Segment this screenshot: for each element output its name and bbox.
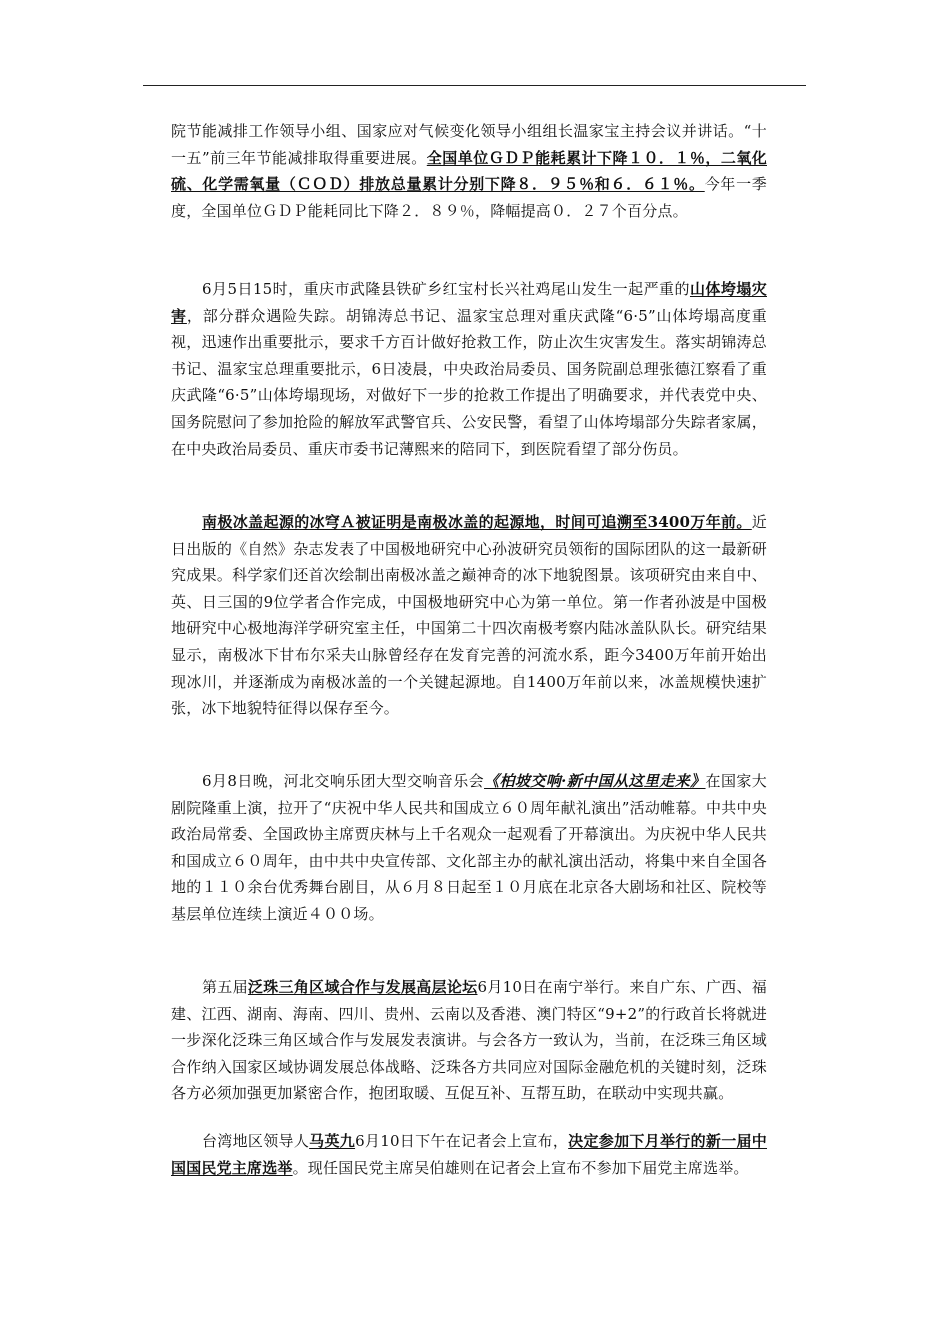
paragraph-text: 6月8日晚，河北交响乐团大型交响音乐会: [202, 772, 485, 790]
paragraph-energy-saving: [171, 118, 767, 224]
highlight-concert-title: 《柏坡交响·新中国从这里走来》: [484, 772, 706, 790]
paragraph-text: 院节能减排工作领导小组、国家应对气候变化领导小组组长温家宝主持会议并讲话。“十一五”前三年节能减排取得重要进展。: [171, 122, 767, 167]
paragraph-taiwan: [171, 1128, 767, 1181]
paragraph-pearl-river: [171, 974, 767, 1107]
paragraph-antarctic: [171, 509, 767, 722]
highlight-gdp-energy: 全国单位ＧＤＰ能耗累计下降１０．１％，二氧化硫、化学需氧量（ＣＯＤ）排放总量累计分别下降８．９５％和６．６１％。: [171, 148, 767, 194]
highlight-name: 马英九: [309, 1132, 356, 1150]
paragraph-text: 6月5日15时，重庆市武隆县铁矿乡红宝村长兴社鸡尾山发生一起严重的: [202, 280, 690, 298]
paragraph-concert: [171, 768, 767, 928]
highlight-forum: 泛珠三角区域合作与发展高层论坛: [247, 978, 478, 996]
paragraph-text: 第五届: [202, 978, 248, 996]
paragraph-text: 。现任国民党主席吴伯雄则在记者会上宣布不参加下届党主席选举。: [292, 1158, 749, 1177]
header-rule: [143, 85, 806, 86]
paragraph-text: 今年一季度，全国单位ＧＤＰ能耗同比下降２．８９％，降幅提高０．２７个百分点。: [171, 175, 767, 220]
paragraph-text: 在国家大剧院隆重上演，拉开了“庆祝中华人民共和国成立６０周年献礼演出”活动帷幕。中共中央政治局常委、全国政协主席贾庆林与上千名观众一起观看了开幕演出。为庆祝中华人民共和国成立６０周年，由中共中央宣传部、文化部主办的献礼演出活动，将集中来自全国各地的１１０余台优秀舞台剧目，从６月８日起至１０月底在北京各大剧场和社区、院校等基层单位连续上演近４００场。: [171, 772, 767, 923]
paragraph-text: ，部分群众遇险失踪。胡锦涛总书记、温家宝总理对重庆武隆“6·5”山体垮塌高度重视，迅速作出重要批示，要求千方百计做好抢救工作，防止次生灾害发生。落实胡锦涛总书记、温家宝总理重要批示，6日凌晨，中央政治局委员、国务院副总理张德江察看了重庆武隆“6·5”山体垮塌现场，对做好下一步的抢救工作提出了明确要求，并代表党中央、国务院慰问了参加抢险的解放军武警官兵、公安民警，看望了山体垮塌部分失踪者家属，在中央政治局委员、重庆市委书记薄熙来的陪同下，到医院看望了部分伤员。: [171, 306, 768, 458]
paragraph-text: 6月10日在南宁举行。来自广东、广西、福建、江西、湖南、海南、四川、贵州、云南以及香港、澳门特区“9+2”的行政首长将就进一步深化泛珠三角区域合作与发展发表演讲。与会各方一致认为，当前，在泛珠三角区域合作纳入国家区域协调发展总体战略、泛珠各方共同应对国际金融危机的关键时刻，泛珠各方必须加强更加紧密合作，抱团取暖、互促互补、互帮互助，在联动中实现共赢。: [171, 978, 767, 1103]
paragraph-landslide: [171, 276, 767, 462]
paragraph-text: 6月10日下午在记者会上宣布，: [355, 1132, 569, 1150]
highlight-antarctic: 南极冰盖起源的冰穹Ａ被证明是南极冰盖的起源地，时间可追溯至3400万年前。: [202, 513, 752, 531]
paragraph-text: 台湾地区领导人: [202, 1132, 310, 1150]
highlight-election: 决定参加下月举行的新一届中国国民党主席选举: [171, 1132, 768, 1177]
paragraph-text: 近日出版的《自然》杂志发表了中国极地研究中心孙波研究员领衔的国际团队的这一最新研究成果。科学家们还首次绘制出南极冰盖之巅神奇的冰下地貌图景。该项研究由来自中、英、日三国的9位学者合作完成，中国极地研究中心为第一单位。第一作者孙波是中国极地研究中心极地海洋学研究室主任，中国第二十四次南极考察内陆冰盖队队长。研究结果显示，南极冰下甘布尔采夫山脉曾经存在发育完善的河流水系，距今3400万年前开始出现冰川，并逐渐成为南极冰盖的一个关键起源地。自1400万年前以来，冰盖规模快速扩张，冰下地貌特征得以保存至今。: [171, 513, 767, 718]
highlight-landslide: 山体垮塌灾害: [171, 280, 767, 325]
